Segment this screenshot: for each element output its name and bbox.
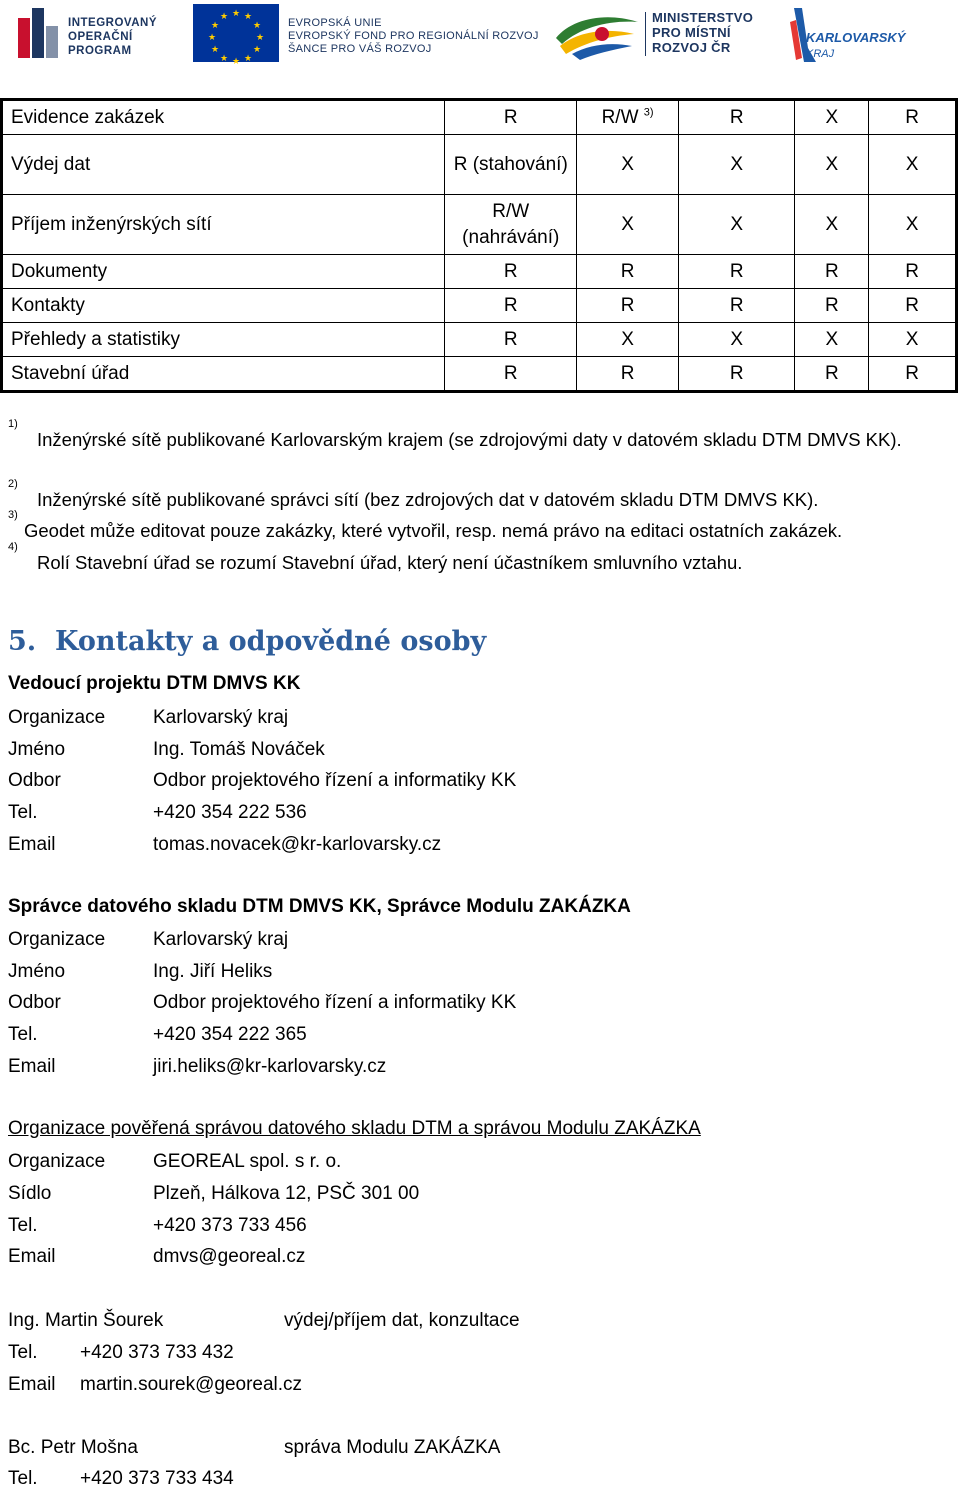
cell: R [678, 289, 795, 323]
row-label: Příjem inženýrských sítí [2, 195, 445, 255]
table-row [2, 289, 957, 323]
section-title: Kontakty a odpovědné osoby [55, 626, 487, 657]
eu-text [288, 17, 539, 56]
person1-tel-row [8, 1340, 234, 1366]
cell: R [445, 357, 577, 392]
contact-value: Odbor projektového řízení a informatiky KK [153, 770, 517, 791]
iop-line-1: INTEGROVANÝ [68, 17, 157, 29]
contact-row [8, 1213, 307, 1239]
contact-key: Email [8, 1056, 56, 1077]
footnote-text: Rolí Stavební úřad se rozumí Stavební úřad, který není účastníkem smluvního vztahu. [37, 552, 743, 573]
contact-key: Email [8, 834, 56, 855]
contact-value: GEOREAL spol. s r. o. [153, 1151, 342, 1172]
cell: X [678, 135, 795, 195]
contact-row [8, 800, 307, 826]
permissions-table [0, 98, 958, 393]
cell: X [577, 195, 679, 255]
footnote-4: 4) Rolí Stavební úřad se rozumí Stavební úřad, který není účastníkem smluvního vztahu. [8, 549, 943, 577]
contact-key: Tel. [8, 1342, 38, 1363]
section-heading [8, 626, 486, 657]
cell: X [869, 195, 957, 255]
row-label: Dokumenty [2, 255, 445, 289]
table-row [2, 323, 957, 357]
cell: X [577, 135, 679, 195]
section-number: 5. [8, 626, 37, 657]
contact-key: Tel. [8, 1468, 38, 1489]
footnote-ref: 3) [643, 106, 654, 119]
person-role: správa Modulu ZAKÁZKA [284, 1437, 501, 1458]
cell-value: R/W [601, 106, 639, 128]
contact-key: Email [8, 1246, 56, 1267]
footnote-text: Inženýrské sítě publikované správci sítí (bez zdrojových dat v datovém skladu DTM DMVS KK). [37, 489, 819, 510]
kk-line-1: KARLOVARSKÝ [806, 30, 906, 45]
contact-row [8, 1244, 305, 1270]
karlovarsky-kraj-logo [790, 8, 910, 66]
cell: X [678, 323, 795, 357]
cell: X [795, 195, 869, 255]
cell [577, 100, 679, 135]
eu-line-2: EVROPSKÝ FOND PRO REGIONÁLNÍ ROZVOJ [288, 30, 539, 42]
contact-value: dmvs@georeal.cz [153, 1246, 306, 1267]
table-row [2, 195, 957, 255]
person1-email-row [8, 1372, 302, 1398]
cell: R [795, 289, 869, 323]
mmr-line-3: ROZVOJ ČR [652, 40, 731, 55]
contact-key: Tel. [8, 1024, 38, 1045]
cell: X [577, 323, 679, 357]
cell: R [795, 357, 869, 392]
contact-row [8, 990, 516, 1016]
cell: R/W (nahrávání) [445, 195, 577, 255]
contact-row [8, 705, 288, 731]
contact-row [8, 1022, 307, 1048]
cell: X [869, 135, 957, 195]
footnote-1: 1) Inženýrské sítě publikované Karlovarským krajem (se zdrojovými daty v datovém skladu DTM DMVS KK). [8, 426, 943, 454]
eu-line-3: ŠANCE PRO VÁŠ ROZVOJ [288, 43, 432, 55]
person2-tel-row [8, 1466, 234, 1492]
mmr-text [652, 10, 753, 55]
cell: R [795, 255, 869, 289]
kk-line-2: KRAJ [806, 48, 835, 60]
contact-value: +420 354 222 365 [153, 1024, 307, 1045]
contact-value: tomas.novacek@kr-karlovarsky.cz [153, 834, 442, 855]
contact-key: Organizace [8, 707, 106, 728]
cell: X [795, 135, 869, 195]
cell: R [445, 100, 577, 135]
table-row [2, 100, 957, 135]
contact-key: Organizace [8, 1151, 106, 1172]
contact-value: martin.sourek@georeal.cz [80, 1374, 303, 1395]
iop-line-3: PROGRAM [68, 45, 132, 57]
iop-line-2: OPERAČNÍ [68, 31, 133, 43]
mmr-line-1: MINISTERSTVO [652, 10, 754, 25]
contact-value: Odbor projektového řízení a informatiky KK [153, 992, 517, 1013]
contact-row [8, 768, 516, 794]
contact-value: Plzeň, Hálkova 12, PSČ 301 00 [153, 1183, 420, 1204]
table-row [2, 135, 957, 195]
person-name: Ing. Martin Šourek [8, 1310, 164, 1331]
contact-key: Jméno [8, 739, 66, 760]
row-label: Evidence zakázek [2, 100, 445, 135]
footnote-text: Geodet může editovat pouze zakázky, které vytvořil, resp. nemá právo na editaci ostatních zakázek. [24, 520, 843, 541]
contact-row [8, 832, 441, 858]
block3-heading: Organizace pověřená správou datového skladu DTM a správou Modulu ZAKÁZKA [8, 1118, 701, 1139]
cell: X [795, 100, 869, 135]
contact-value: Ing. Jiří Heliks [153, 961, 273, 982]
cell: X [678, 195, 795, 255]
cell: R (stahování) [445, 135, 577, 195]
contact-key: Tel. [8, 1215, 38, 1236]
iop-logo [18, 6, 178, 64]
contact-value: +420 354 222 536 [153, 802, 307, 823]
cell: R [869, 289, 957, 323]
cell: R [577, 255, 679, 289]
cell: R [445, 289, 577, 323]
table-row [2, 255, 957, 289]
contact-key: Jméno [8, 961, 66, 982]
cell: R [869, 255, 957, 289]
contact-value: Ing. Tomáš Nováček [153, 739, 325, 760]
mmr-divider [645, 12, 646, 56]
table-row [2, 357, 957, 392]
contact-value: Karlovarský kraj [153, 707, 289, 728]
contact-key: Organizace [8, 929, 106, 950]
contact-value: Karlovarský kraj [153, 929, 289, 950]
cell: X [869, 323, 957, 357]
cell: R [678, 357, 795, 392]
eu-flag-icon: ★ ★ ★ ★ ★ ★ ★ ★ ★ ★ ★ ★ [193, 4, 279, 62]
contact-row [8, 1149, 341, 1175]
contact-value: +420 373 733 434 [80, 1468, 234, 1489]
row-label: Výdej dat [2, 135, 445, 195]
person-role: výdej/příjem dat, konzultace [284, 1310, 520, 1331]
contact-value: jiri.heliks@kr-karlovarsky.cz [153, 1056, 387, 1077]
cell: R [445, 255, 577, 289]
mmr-line-2: PRO MÍSTNÍ [652, 25, 731, 40]
cell: R [869, 100, 957, 135]
contact-row [8, 959, 272, 985]
contact-key: Sídlo [8, 1183, 52, 1204]
footnote-2: 2) Inženýrské sítě publikované správci sítí (bez zdrojových dat v datovém skladu DTM DMVS KK). [8, 486, 943, 514]
contact-row [8, 1181, 419, 1207]
cell: R [678, 100, 795, 135]
contact-key: Email [8, 1374, 56, 1395]
contact-key: Tel. [8, 802, 38, 823]
contact-value: +420 373 733 432 [80, 1342, 234, 1363]
footnote-3: 3) Geodet může editovat pouze zakázky, které vytvořil, resp. nemá právo na editaci ostatních zakázek. [8, 517, 948, 545]
cell: R [869, 357, 957, 392]
contact-row [8, 1054, 386, 1080]
eu-line-1: EVROPSKÁ UNIE [288, 17, 382, 29]
row-label: Stavební úřad [2, 357, 445, 392]
person2-row [8, 1435, 500, 1461]
logo-bar [0, 0, 960, 75]
contact-row [8, 737, 325, 763]
cell: R [577, 289, 679, 323]
contact-key: Odbor [8, 992, 61, 1013]
row-label: Přehledy a statistiky [2, 323, 445, 357]
contact-key: Odbor [8, 770, 61, 791]
block2-heading: Správce datového skladu DTM DMVS KK, Správce Modulu ZAKÁZKA [8, 896, 631, 917]
footnote-text: Inženýrské sítě publikované Karlovarským krajem (se zdrojovými daty v datovém skladu DTM DMVS KK). [37, 429, 902, 450]
cell: R [445, 323, 577, 357]
cell: R [577, 357, 679, 392]
contact-row [8, 927, 288, 953]
mmr-logo-icon [552, 8, 642, 60]
cell: X [795, 323, 869, 357]
block1-heading: Vedoucí projektu DTM DMVS KK [8, 673, 301, 694]
cell: R [678, 255, 795, 289]
iop-mark-icon [18, 8, 60, 62]
person1-row [8, 1308, 520, 1334]
contact-value: +420 373 733 456 [153, 1215, 307, 1236]
person-name: Bc. Petr Mošna [8, 1437, 138, 1458]
row-label: Kontakty [2, 289, 445, 323]
